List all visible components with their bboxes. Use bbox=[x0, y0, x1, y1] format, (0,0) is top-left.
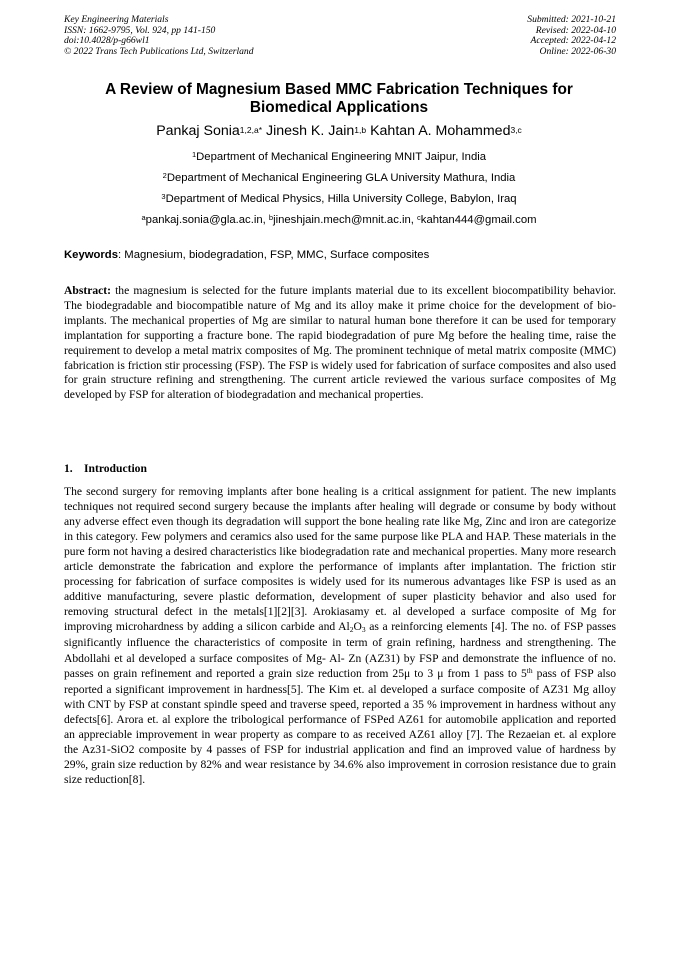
intro-text: O bbox=[353, 620, 362, 634]
email-link[interactable]: kahtan444@gmail.com bbox=[420, 214, 537, 226]
email-link[interactable]: jineshjain.mech@mnit.ac.in, bbox=[273, 214, 418, 226]
author-name: Kahtan A. Mohammed bbox=[370, 123, 511, 139]
paper-title bbox=[60, 81, 618, 117]
affiliation bbox=[60, 171, 618, 185]
journal-doi: doi:10.4028/p-g66wl1 bbox=[64, 35, 150, 47]
author-list bbox=[60, 122, 618, 140]
title-line-1: A Review of Magnesium Based MMC Fabrication Techniques for bbox=[105, 81, 573, 98]
subscript: 3 bbox=[361, 625, 366, 635]
affiliation-text: Department of Mechanical Engineering GLA University Mathura, India bbox=[166, 172, 516, 184]
abstract-text: the magnesium is selected for the future implants material due to its excellent biocompatibility behavior. The biodegradable and biocompatible nature of Mg and its alloy make it prime choice for the development of bio-implants. The mechanical properties of Mg are similar to natural human bone therefore it can be used for temporary implantation for supporting a fracture bone. The rapid biodegradation of pure Mg before the healing time, raise the requirement to develop a metal matrix composites of Mg. The prominent technique of metal matrix composite (MMC) fabrication is friction stir processing (FSP). The FSP is widely used for fabrication of surface composites and also used for grain structure refining and strengthening. The current article reviewed the various surface composites of Mg developed by FSP for alteration of biodegradation and mechanical properties. bbox=[64, 284, 616, 402]
affiliation-text: Department of Mechanical Engineering MNIT Jaipur, India bbox=[196, 151, 487, 163]
subscript: 2 bbox=[349, 625, 354, 635]
keywords-text: : Magnesium, biodegradation, FSP, MMC, Surface composites bbox=[118, 249, 430, 261]
email-list bbox=[60, 213, 618, 227]
author-name: Jinesh K. Jain bbox=[265, 123, 355, 139]
email-mark: a bbox=[141, 213, 146, 222]
submission-dates bbox=[527, 15, 616, 57]
affiliation-text: Department of Medical Physics, Hilla University College, Babylon, Iraq bbox=[165, 193, 517, 205]
email-link[interactable]: pankaj.sonia@gla.ac.in, bbox=[145, 214, 269, 226]
date-accepted: Accepted: 2022-04-12 bbox=[530, 35, 616, 47]
introduction-paragraph bbox=[64, 484, 616, 848]
affiliation bbox=[60, 192, 618, 206]
author-affiliation-mark: 1,b bbox=[354, 125, 367, 135]
keywords-label: Keywords bbox=[64, 249, 118, 261]
abstract-label: Abstract: bbox=[64, 284, 112, 297]
affiliation-mark: 3 bbox=[161, 192, 166, 201]
email-mark: b bbox=[268, 213, 274, 222]
journal-issn: ISSN: 1662-9795, Vol. 924, pp 141-150 bbox=[64, 24, 216, 36]
section-heading bbox=[64, 462, 147, 476]
abstract bbox=[64, 284, 616, 442]
author-affiliation-mark: 3,c bbox=[510, 125, 522, 135]
intro-text: pass of FSP also reported a significant improvement in hardness[5]. The Kim et. al developed a surface composite of AZ31 Mg alloy with CNT by FSP at constant spindle speed and traverse speed, reported a 35 % improvement in hardness without any defects[6]. Arora et. al explore the tribological performance of FSPed AZ61 for automobile application and reported an appreciable improvement in wear property as compare to as received AZ61 alloy [7]. The Rezaeian et. al explore the Az31-SiO2 composite by 4 passes of FSP for industrial application and find an improved value of hardness by 29%, grain size reduction by 82% and wear resistance by 34.6% also improvement in corrosion resistance due to grain size reduction[8]. bbox=[64, 666, 617, 786]
intro-text: The second surgery for removing implants after bone healing is a critical assignment for patient. The new implants techniques not required second surgery because the implants after healing will degrade or consume by body without any adverse effect even though its degradation will support the bone healing rate like Mg, Zinc and iron are categorize in this category. Few polymers and ceramics also used for the same purpose like PLA and HAP. These materials in the pure form not having a desired characteristics like biodegradation rate and mechanical properties. Many more research article demonstrate the fabrication and explore the performance of implants after implantation. The friction stir processing for fabrication of surface composites is widely used for its numerous advantages like FSP is used as an additive manufacturing, severe plastic deformation, development of super plasticity behavior and also used for removing structural defect in the metals[1][2][3]. Arokiasamy et. al developed a surface composite of Mg for improving microhardness by adding a silicon carbide and Al bbox=[64, 485, 616, 634]
title-line-2: Biomedical Applications bbox=[249, 99, 429, 116]
superscript: th bbox=[526, 665, 533, 675]
email-mark: c bbox=[417, 213, 421, 222]
journal-copyright: © 2022 Trans Tech Publications Ltd, Switzerland bbox=[64, 45, 254, 57]
section-title: Introduction bbox=[84, 462, 147, 475]
date-submitted: Submitted: 2021-10-21 bbox=[527, 14, 616, 25]
author-affiliation-mark: 1,2,a* bbox=[239, 125, 263, 135]
journal-name: Key Engineering Materials bbox=[64, 14, 169, 25]
intro-text: as a reinforcing elements [4]. The no. of FSP passes significantly influence the characteristics of composite in term of grain refining, hardness and strengthening. The Abdollahi et al developed a surface composites of Mg- Al- Zn (AZ31) by FSP and demonstrate the influence of no. passes on grain refinement and reported a grain size reduction from 25μ to 3 μ from 1 pass to 5 bbox=[64, 620, 616, 680]
affiliation-mark: 2 bbox=[162, 171, 167, 180]
date-revised: Revised: 2022-04-10 bbox=[535, 24, 616, 36]
keywords bbox=[64, 248, 616, 262]
affiliation bbox=[60, 150, 618, 164]
date-online: Online: 2022-06-30 bbox=[539, 45, 616, 57]
author-name: Pankaj Sonia bbox=[156, 123, 240, 139]
affiliation-mark: 1 bbox=[191, 150, 197, 159]
section-number: 1. bbox=[64, 462, 73, 475]
journal-info bbox=[64, 15, 254, 57]
